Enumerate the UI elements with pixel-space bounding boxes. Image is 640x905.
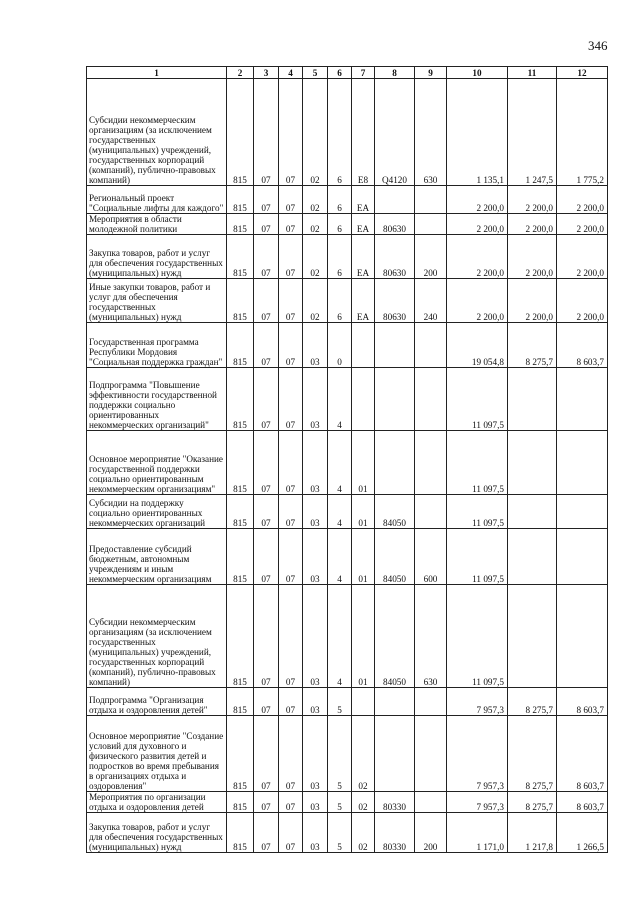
row-value-cell: 84050 [375,529,415,585]
row-value-cell: 815 [227,529,254,585]
row-value-cell: EA [352,235,375,279]
row-value-cell [415,792,447,813]
row-value-cell [415,495,447,529]
row-name-cell: Подпрограмма "Повышение эффективности государственной поддержки социально ориентированных некоммерческих организаций" [87,368,227,431]
row-value-cell: 815 [227,813,254,853]
row-value-cell: 07 [254,688,279,716]
row-value-cell: 1 266,5 [557,813,608,853]
row-value-cell: 2 200,0 [447,186,508,214]
row-value-cell [508,585,557,688]
row-value-cell: 1 135,1 [447,79,508,186]
row-value-cell [508,495,557,529]
row-value-cell: 8 603,7 [557,323,608,368]
row-value-cell: 815 [227,495,254,529]
row-value-cell [375,688,415,716]
row-value-cell: 07 [279,585,303,688]
row-value-cell: 11 097,5 [447,368,508,431]
row-value-cell: 200 [415,813,447,853]
row-value-cell: EA [352,214,375,235]
row-name-cell: Предоставление субсидий бюджетным, автономным учреждениям и иным некоммерческим организациям [87,529,227,585]
row-name-cell: Основное мероприятие "Оказание государственной поддержки социально ориентированным некоммерческим организациям" [87,431,227,495]
row-value-cell: 2 200,0 [557,214,608,235]
row-value-cell: 5 [328,813,352,853]
row-value-cell: 07 [279,495,303,529]
row-value-cell: 815 [227,716,254,792]
row-name-cell: Закупка товаров, работ и услуг для обеспечения государственных (муниципальных) нужд [87,813,227,853]
row-value-cell: 2 200,0 [447,279,508,323]
row-value-cell: 630 [415,585,447,688]
row-value-cell: 03 [303,792,328,813]
row-value-cell: 2 200,0 [508,214,557,235]
column-header: 11 [508,67,557,79]
row-value-cell: 07 [254,495,279,529]
row-value-cell [375,186,415,214]
row-value-cell: 600 [415,529,447,585]
row-value-cell: 07 [254,279,279,323]
table-row [87,529,608,585]
row-value-cell: 8 275,7 [508,688,557,716]
row-value-cell: 03 [303,495,328,529]
row-value-cell: 8 603,7 [557,716,608,792]
row-value-cell [352,323,375,368]
row-value-cell: 815 [227,368,254,431]
row-name-cell: Субсидии некоммерческим организациям (за исключением государственных (муниципальных) учреждений, государственных корпораций (компаний), публично-правовых компаний) [87,79,227,186]
table-row [87,235,608,279]
column-header: 4 [279,67,303,79]
row-value-cell: 11 097,5 [447,585,508,688]
row-name-cell: Иные закупки товаров, работ и услуг для обеспечения государственных (муниципальных) нужд [87,279,227,323]
row-value-cell [375,431,415,495]
row-value-cell: 11 097,5 [447,431,508,495]
row-value-cell: 02 [303,79,328,186]
row-value-cell: EA [352,186,375,214]
column-header: 5 [303,67,328,79]
table-row [87,813,608,853]
table-row [87,495,608,529]
column-header: 3 [254,67,279,79]
row-value-cell: 07 [254,716,279,792]
row-value-cell [415,431,447,495]
row-value-cell: 2 200,0 [508,235,557,279]
row-value-cell: 6 [328,279,352,323]
row-value-cell: 03 [303,529,328,585]
row-value-cell [557,368,608,431]
row-value-cell: 7 957,3 [447,792,508,813]
row-value-cell: 0 [328,323,352,368]
table-row [87,368,608,431]
row-value-cell: 07 [254,186,279,214]
row-value-cell [557,585,608,688]
column-header: 10 [447,67,508,79]
row-value-cell: 03 [303,431,328,495]
row-value-cell [557,495,608,529]
row-value-cell: 02 [303,186,328,214]
row-value-cell: 815 [227,279,254,323]
table-row [87,716,608,792]
row-value-cell: 815 [227,431,254,495]
row-value-cell: 07 [254,323,279,368]
row-value-cell: 630 [415,79,447,186]
row-value-cell: 07 [254,529,279,585]
row-value-cell: Q4120 [375,79,415,186]
row-value-cell: 07 [279,688,303,716]
row-value-cell: 02 [352,716,375,792]
row-value-cell: 11 097,5 [447,529,508,585]
row-value-cell: 02 [352,792,375,813]
row-value-cell: 815 [227,79,254,186]
row-value-cell: 5 [328,716,352,792]
row-value-cell: 4 [328,529,352,585]
row-value-cell: 07 [279,716,303,792]
row-name-cell: Мероприятия по организации отдыха и оздоровления детей [87,792,227,813]
row-name-cell: Государственная программа Республики Мордовия "Социальная поддержка граждан" [87,323,227,368]
row-value-cell: 6 [328,186,352,214]
row-value-cell: 01 [352,431,375,495]
column-header: 8 [375,67,415,79]
row-value-cell: 1 775,2 [557,79,608,186]
row-name-cell: Основное мероприятие "Создание условий для духовного и физического развития детей и подростков во время пребывания в организациях отдыха и оздоровления" [87,716,227,792]
row-value-cell: 07 [254,368,279,431]
column-header: 6 [328,67,352,79]
row-value-cell: 07 [279,431,303,495]
row-value-cell: 84050 [375,495,415,529]
row-value-cell: 6 [328,79,352,186]
row-value-cell: 4 [328,585,352,688]
table-row [87,688,608,716]
column-header: 12 [557,67,608,79]
row-value-cell: 03 [303,688,328,716]
row-value-cell: 01 [352,529,375,585]
row-value-cell: 07 [279,323,303,368]
row-value-cell: 8 275,7 [508,792,557,813]
row-value-cell: 4 [328,368,352,431]
row-value-cell: 4 [328,495,352,529]
column-header: 1 [87,67,227,79]
row-value-cell [375,323,415,368]
row-value-cell: 07 [279,214,303,235]
table-row [87,585,608,688]
row-value-cell: 240 [415,279,447,323]
row-value-cell: 07 [254,431,279,495]
row-name-cell: Субсидии некоммерческим организациям (за исключением государственных (муниципальных) учреждений, государственных корпораций (компаний), публично-правовых компаний) [87,585,227,688]
table-row [87,431,608,495]
row-value-cell: 03 [303,323,328,368]
page-number: 346 [588,38,608,53]
row-value-cell: 8 603,7 [557,792,608,813]
row-value-cell [375,368,415,431]
row-value-cell: 80330 [375,813,415,853]
row-value-cell [508,431,557,495]
row-value-cell: 11 097,5 [447,495,508,529]
row-value-cell: 815 [227,792,254,813]
row-value-cell [415,716,447,792]
row-value-cell: 8 275,7 [508,716,557,792]
row-value-cell: 07 [279,813,303,853]
row-value-cell: 80630 [375,214,415,235]
row-value-cell: 02 [303,279,328,323]
row-value-cell: 4 [328,431,352,495]
row-value-cell: 2 200,0 [508,279,557,323]
row-value-cell: 815 [227,585,254,688]
row-value-cell [415,186,447,214]
row-value-cell: 5 [328,688,352,716]
row-value-cell: 8 603,7 [557,688,608,716]
row-value-cell: 03 [303,813,328,853]
row-value-cell [415,368,447,431]
row-value-cell: 07 [279,79,303,186]
row-value-cell: 07 [279,186,303,214]
row-value-cell: 815 [227,186,254,214]
row-value-cell: 2 200,0 [447,235,508,279]
row-value-cell [415,323,447,368]
row-value-cell: 1 171,0 [447,813,508,853]
row-value-cell: 02 [303,235,328,279]
row-value-cell [415,688,447,716]
row-value-cell: 80330 [375,792,415,813]
row-value-cell: 07 [279,235,303,279]
row-value-cell: 03 [303,716,328,792]
row-value-cell: 2 200,0 [508,186,557,214]
row-value-cell: 19 054,8 [447,323,508,368]
table-row [87,792,608,813]
row-value-cell [352,368,375,431]
row-value-cell [557,431,608,495]
row-value-cell: 2 200,0 [557,279,608,323]
table-row [87,279,608,323]
row-value-cell: 01 [352,585,375,688]
row-value-cell: 5 [328,792,352,813]
row-value-cell: 2 200,0 [557,235,608,279]
table-row [87,323,608,368]
row-value-cell: 815 [227,235,254,279]
row-value-cell: 84050 [375,585,415,688]
row-value-cell: 2 200,0 [447,214,508,235]
row-value-cell: 07 [254,792,279,813]
row-value-cell: 815 [227,688,254,716]
row-value-cell: 07 [254,813,279,853]
column-header: 9 [415,67,447,79]
row-value-cell [508,368,557,431]
row-value-cell: 02 [303,214,328,235]
row-value-cell [352,688,375,716]
row-value-cell: 01 [352,495,375,529]
row-value-cell: 03 [303,585,328,688]
row-value-cell: 2 200,0 [557,186,608,214]
row-value-cell: 7 957,3 [447,688,508,716]
row-value-cell: 6 [328,214,352,235]
table-row [87,79,608,186]
row-value-cell: 02 [352,813,375,853]
row-value-cell: 07 [279,368,303,431]
row-value-cell [508,529,557,585]
row-value-cell: 80630 [375,279,415,323]
row-value-cell: 1 247,5 [508,79,557,186]
row-name-cell: Закупка товаров, работ и услуг для обеспечения государственных (муниципальных) нужд [87,235,227,279]
row-value-cell: 7 957,3 [447,716,508,792]
row-value-cell: 8 275,7 [508,323,557,368]
row-name-cell: Региональный проект "Социальные лифты для каждого" [87,186,227,214]
row-value-cell: E8 [352,79,375,186]
row-value-cell: 200 [415,235,447,279]
row-value-cell: 815 [227,214,254,235]
row-value-cell: 03 [303,368,328,431]
row-name-cell: Мероприятия в области молодежной политики [87,214,227,235]
row-value-cell: 07 [254,79,279,186]
row-name-cell: Субсидии на поддержку социально ориентированных некоммерческих организаций [87,495,227,529]
table-row [87,186,608,214]
table-row [87,214,608,235]
row-value-cell: 815 [227,323,254,368]
row-value-cell [375,716,415,792]
row-value-cell: 6 [328,235,352,279]
row-value-cell [415,214,447,235]
header-row [87,67,608,79]
row-value-cell: 07 [279,279,303,323]
row-value-cell [557,529,608,585]
row-name-cell: Подпрограмма "Организация отдыха и оздоровления детей" [87,688,227,716]
column-header: 7 [352,67,375,79]
budget-table [86,66,608,853]
row-value-cell: 07 [279,529,303,585]
row-value-cell: 07 [254,585,279,688]
row-value-cell: 07 [254,214,279,235]
row-value-cell: 80630 [375,235,415,279]
row-value-cell: 07 [279,792,303,813]
row-value-cell: EA [352,279,375,323]
row-value-cell: 07 [254,235,279,279]
column-header: 2 [227,67,254,79]
row-value-cell: 1 217,8 [508,813,557,853]
